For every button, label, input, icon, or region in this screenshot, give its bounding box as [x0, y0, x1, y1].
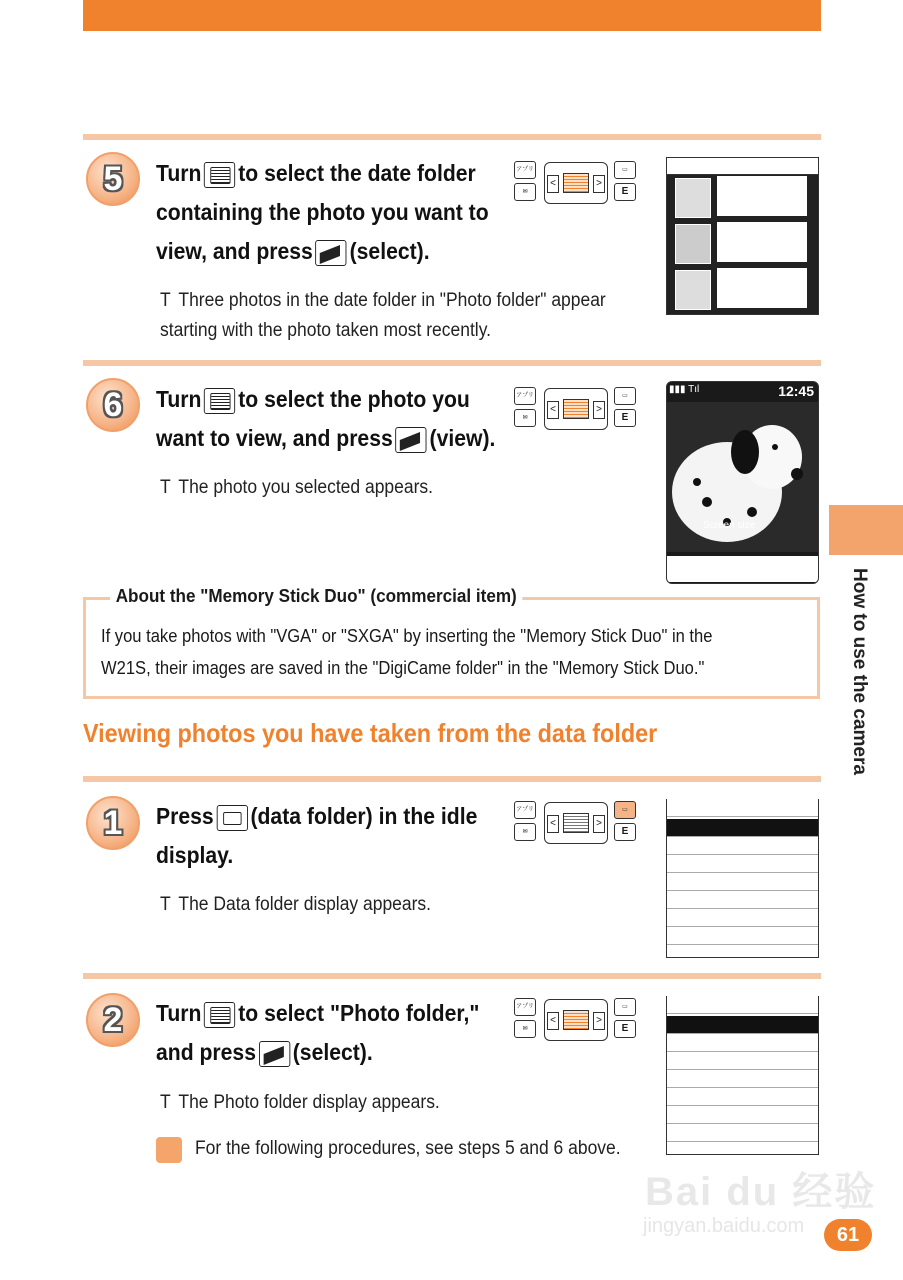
screen-row [667, 891, 818, 909]
step-heading [156, 797, 506, 875]
heading-text: Turn [156, 1000, 202, 1026]
screen-row [667, 1124, 818, 1142]
app-key: アプリ [514, 801, 536, 819]
step-separator [83, 776, 821, 782]
step-number: 2 [86, 993, 140, 1047]
e-key: E [614, 823, 636, 841]
navigation-key [544, 388, 608, 430]
signal-icon: ▮▮▮ Tıl [669, 384, 700, 395]
step-number: 1 [86, 796, 140, 850]
about-line: W21S, their images are saved in the "DigiCame folder" in the "Memory Stick Duo." [101, 658, 705, 678]
step-separator [83, 973, 821, 979]
watermark-url: jingyan.baidu.com [643, 1215, 805, 1237]
heading-text: and press [156, 1039, 256, 1065]
keypad-diagram [514, 801, 636, 845]
photo-list-screen [666, 157, 819, 315]
about-text [101, 620, 745, 684]
heading-text: (view). [429, 425, 496, 451]
watermark-logo: Bai du 经验 [645, 1170, 877, 1214]
heading-text: Turn [156, 386, 202, 412]
navigation-key [544, 802, 608, 844]
center-key [563, 399, 589, 419]
folder-key-icon: ▭ [614, 801, 636, 819]
about-title: About the "Memory Stick Duo" (commercial item) [110, 586, 522, 607]
photo-thumbnail [675, 270, 711, 310]
mail-key-icon: ✉ [514, 1020, 536, 1038]
step-note: T The Photo folder display appears. [160, 1092, 440, 1113]
photo-view-screen [666, 381, 819, 584]
step-separator [83, 360, 821, 366]
left-arrow-icon: < [547, 1012, 559, 1030]
mail-key-icon: ✉ [514, 823, 536, 841]
screen-row [667, 1070, 818, 1088]
hint-hand-icon [156, 1137, 182, 1163]
hint-text: For the following procedures, see steps 5 and 6 above. [195, 1138, 621, 1159]
screen-row [667, 819, 818, 837]
note-text: The photo you selected appears. [178, 477, 434, 498]
step-note: T Three photos in the date folder in "Photo folder" appear starting with the photo taken most recently. [160, 290, 606, 341]
e-key: E [614, 183, 636, 201]
soft-key-bar [667, 556, 818, 582]
heading-text: want to view, and press [156, 425, 393, 451]
heading-text: view, and press [156, 238, 313, 264]
app-key: アプリ [514, 161, 536, 179]
step-heading [156, 994, 506, 1072]
rotary-key-icon [204, 162, 235, 188]
screen-row [667, 873, 818, 891]
heading-text: (select). [292, 1039, 373, 1065]
left-arrow-icon: < [547, 175, 559, 193]
rotary-key-icon [204, 1002, 235, 1028]
center-key [563, 813, 589, 833]
data-folder-screen [666, 799, 819, 958]
about-line: If you take photos with "VGA" or "SXGA" by inserting the "Memory Stick Duo" in the [101, 626, 713, 646]
e-key: E [614, 1020, 636, 1038]
step-note: T The Data folder display appears. [160, 894, 432, 915]
screen-row [667, 1052, 818, 1070]
center-key [563, 1010, 589, 1030]
navigation-key [544, 999, 608, 1041]
right-arrow-icon: > [593, 401, 605, 419]
heading-text: (select). [349, 238, 430, 264]
photo-folder-screen [666, 996, 819, 1155]
screen-row [667, 855, 818, 873]
screen-size-label: Screen size [703, 520, 756, 531]
heading-text: display. [156, 842, 234, 868]
center-key [563, 173, 589, 193]
step-heading [156, 154, 506, 271]
right-arrow-icon: > [593, 815, 605, 833]
note-text: The Photo folder display appears. [178, 1092, 440, 1113]
clock: 12:45 [778, 383, 814, 399]
photo-info [717, 222, 807, 262]
step-number: 6 [86, 378, 140, 432]
heading-text: to select the date folder [238, 160, 476, 186]
app-key: アプリ [514, 387, 536, 405]
navigation-key [544, 162, 608, 204]
right-arrow-icon: > [593, 1012, 605, 1030]
step-heading [156, 380, 506, 458]
keypad-diagram [514, 387, 636, 431]
heading-text: Press [156, 803, 214, 829]
screen-row [667, 1106, 818, 1124]
chapter-label: How to use the camera [849, 568, 870, 775]
note-text: Three photos in the date folder in "Photo folder" appear starting with the photo taken most recently. [160, 290, 606, 341]
chapter-tab [829, 505, 903, 555]
section-title: Viewing photos you have taken from the data folder [83, 718, 658, 748]
left-arrow-icon: < [547, 815, 559, 833]
app-key: アプリ [514, 998, 536, 1016]
folder-key-icon: ▭ [614, 998, 636, 1016]
keypad-diagram [514, 998, 636, 1042]
folder-key-icon: ▭ [614, 161, 636, 179]
rotary-key-icon [204, 388, 235, 414]
select-key-icon [316, 240, 347, 266]
folder-key-icon: ▭ [614, 387, 636, 405]
page-number: 61 [824, 1219, 872, 1251]
note-text: The Data folder display appears. [178, 894, 432, 915]
photo-info [717, 176, 807, 216]
select-key-icon [259, 1041, 290, 1067]
screen-row [667, 1088, 818, 1106]
photo-thumbnail [675, 224, 711, 264]
heading-text: to select the photo you [238, 386, 470, 412]
heading-text: to select "Photo folder," [238, 1000, 480, 1026]
screen-header [667, 996, 818, 1014]
right-arrow-icon: > [593, 175, 605, 193]
step-separator [83, 134, 821, 140]
heading-text: containing the photo you want to [156, 199, 489, 225]
heading-text: (data folder) in the idle [250, 803, 478, 829]
keypad-diagram [514, 161, 636, 205]
mail-key-icon: ✉ [514, 409, 536, 427]
screen-header [667, 799, 818, 817]
folder-key-icon [216, 805, 247, 831]
screen-row [667, 927, 818, 945]
e-key: E [614, 409, 636, 427]
step-number: 5 [86, 152, 140, 206]
mail-key-icon: ✉ [514, 183, 536, 201]
photo-info [717, 268, 807, 308]
screen-row [667, 837, 818, 855]
left-arrow-icon: < [547, 401, 559, 419]
top-color-bar [83, 0, 821, 31]
heading-text: Turn [156, 160, 202, 186]
photo-thumbnail [675, 178, 711, 218]
screen-row [667, 909, 818, 927]
screen-header [667, 158, 818, 175]
select-key-icon [396, 427, 427, 453]
screen-row [667, 1016, 818, 1034]
step-note: T The photo you selected appears. [160, 477, 434, 498]
screen-row [667, 1034, 818, 1052]
